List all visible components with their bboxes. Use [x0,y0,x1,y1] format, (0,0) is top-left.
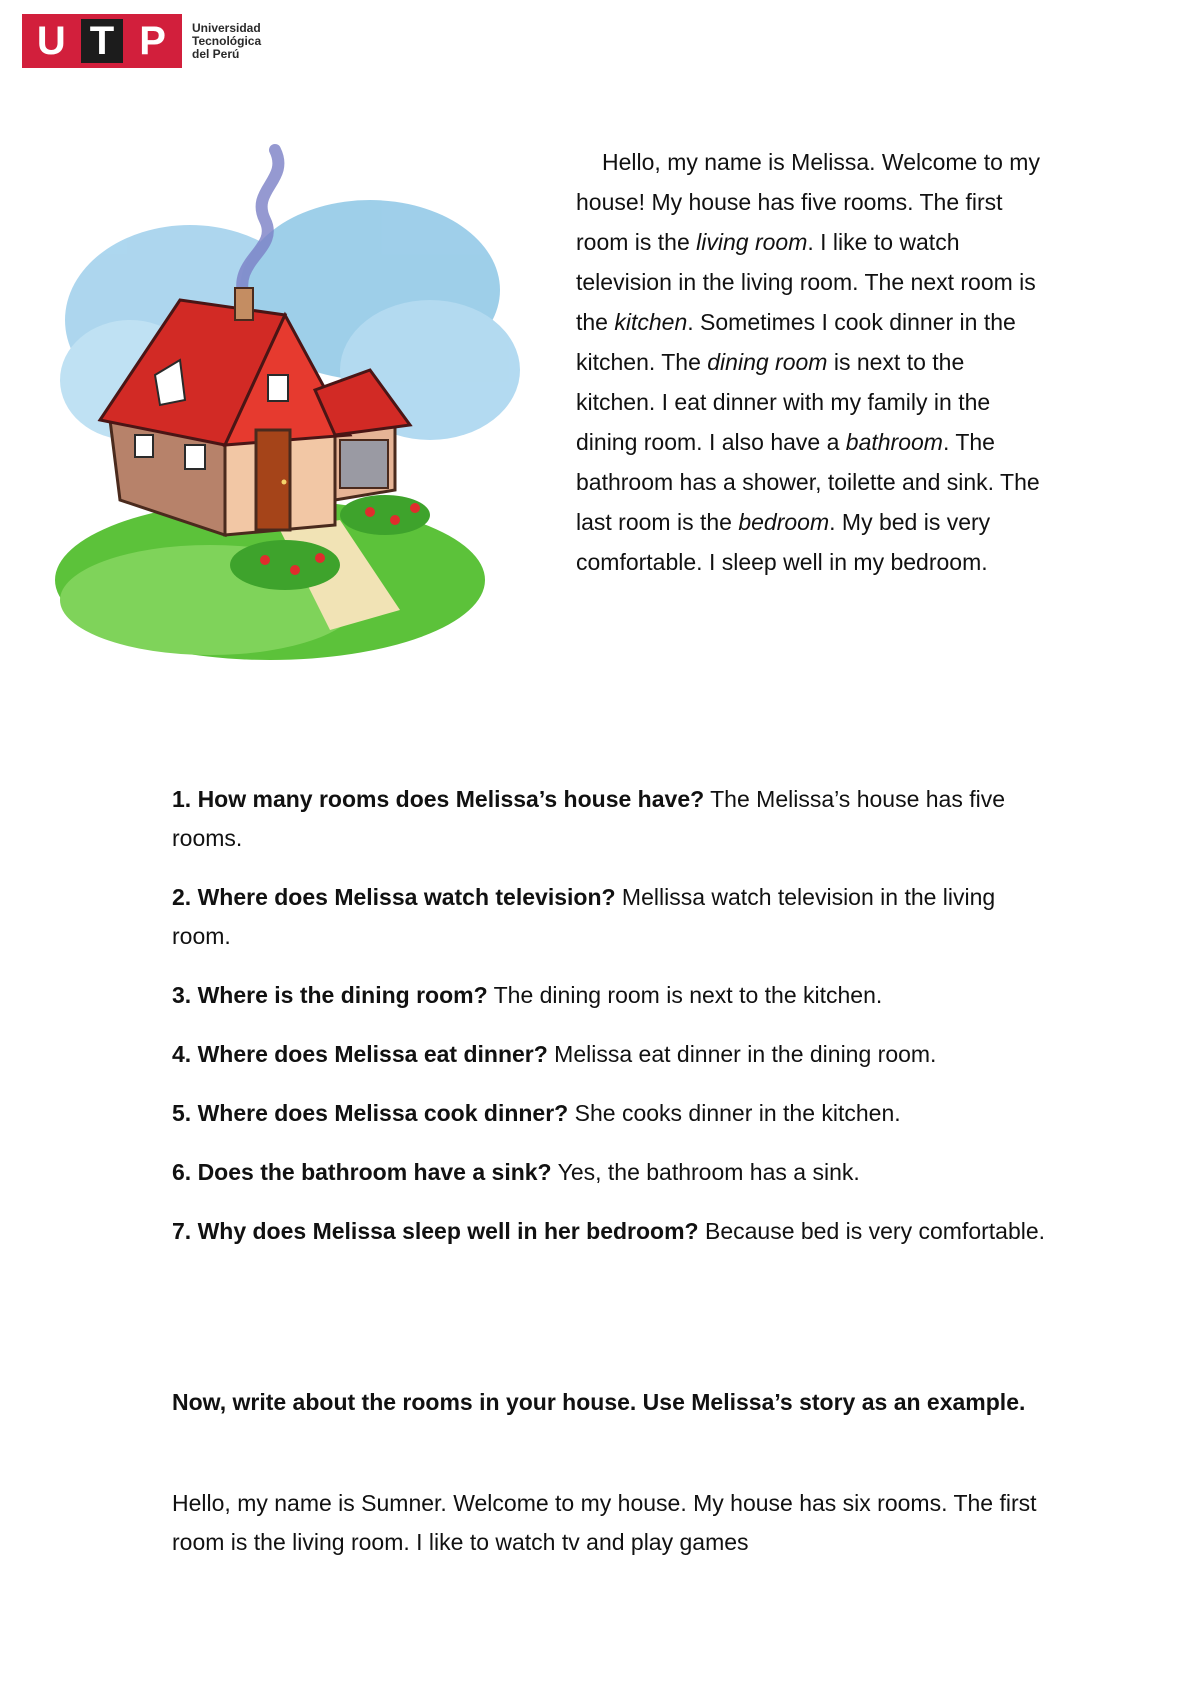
story-text-4: is next to the kitchen. I eat dinner with my family in the dining room. I also have a [576,349,991,455]
story-text-6: . My bed is very comfortable. I sleep well in my bedroom. [576,509,991,575]
answer-text: Melissa eat dinner in the dining room. [547,1041,937,1067]
answer-text: Mellissa watch television in the living room. [172,884,996,949]
question-item-1 [172,780,1052,858]
story-paragraph [576,142,1046,582]
garage-door [340,440,388,488]
logo-letter-u: U [36,19,66,63]
logo-line-3: del Perú [192,46,240,61]
house-illustration [40,140,540,680]
question-text: 3. Where is the dining room? [172,982,488,1008]
answer-text: Because bed is very comfortable. [698,1218,1046,1244]
question-text: 2. Where does Melissa watch television? [172,884,616,910]
question-text: 6. Does the bathroom have a sink? [172,1159,552,1185]
story-emphasis-bathroom: bathroom [845,429,943,455]
question-item-6 [172,1153,1052,1192]
logo-letter-t: T [81,19,123,63]
answer-text: Yes, the bathroom has a sink. [551,1159,860,1185]
question-item-7 [172,1212,1052,1251]
question-item-3 [172,976,1052,1015]
story-emphasis-living-room: living room [696,229,808,255]
side-window-right [185,445,205,469]
question-text: 1. How many rooms does Melissa’s house have? [172,786,705,812]
answer-text: The Melissa’s house has five rooms. [172,786,1006,851]
question-item-2 [172,878,1052,956]
student-story: Hello, my name is Sumner. Welcome to my house. My house has six rooms. The first room is the living room. I like to watch tv and play games [172,1490,1037,1555]
door-knob [282,480,287,485]
question-item-5 [172,1094,1052,1133]
questions-list [172,780,1052,1271]
question-text: 4. Where does Melissa eat dinner? [172,1041,548,1067]
story-text-2: . I like to watch television in the living room. The next room is the [576,229,1036,335]
question-item-4 [172,1035,1052,1074]
answer-text: She cooks dinner in the kitchen. [568,1100,901,1126]
story-text-3: . Sometimes I cook dinner in the kitchen. The [576,309,1016,375]
side-window-left [135,435,153,457]
question-text: 5. Where does Melissa cook dinner? [172,1100,569,1126]
melissa-story [576,142,1046,582]
story-text-1: Hello, my name is Melissa. Welcome to my house! My house has five rooms. The first room is the [576,149,1040,255]
writing-prompt: Now, write about the rooms in your house. Use Melissa’s story as an example. [172,1389,1026,1415]
logo-wordmark [192,22,261,61]
logo-letter-p: P [139,19,166,63]
logo-line-1: Universidad [192,20,261,35]
story-emphasis-bedroom: bedroom [738,509,830,535]
logo-mark [22,14,182,68]
story-emphasis-dining-room: dining room [707,349,828,375]
logo-line-2: Tecnológica [192,33,262,48]
utp-logo [22,14,261,68]
answer-text: The dining room is next to the kitchen. [487,982,883,1008]
story-emphasis-kitchen: kitchen [614,309,688,335]
chimney [235,288,253,320]
story-text-5: . The bathroom has a shower, toilette and sink. The last room is the [576,429,1040,535]
question-text: 7. Why does Melissa sleep well in her bedroom? [172,1218,699,1244]
front-window [268,375,288,401]
